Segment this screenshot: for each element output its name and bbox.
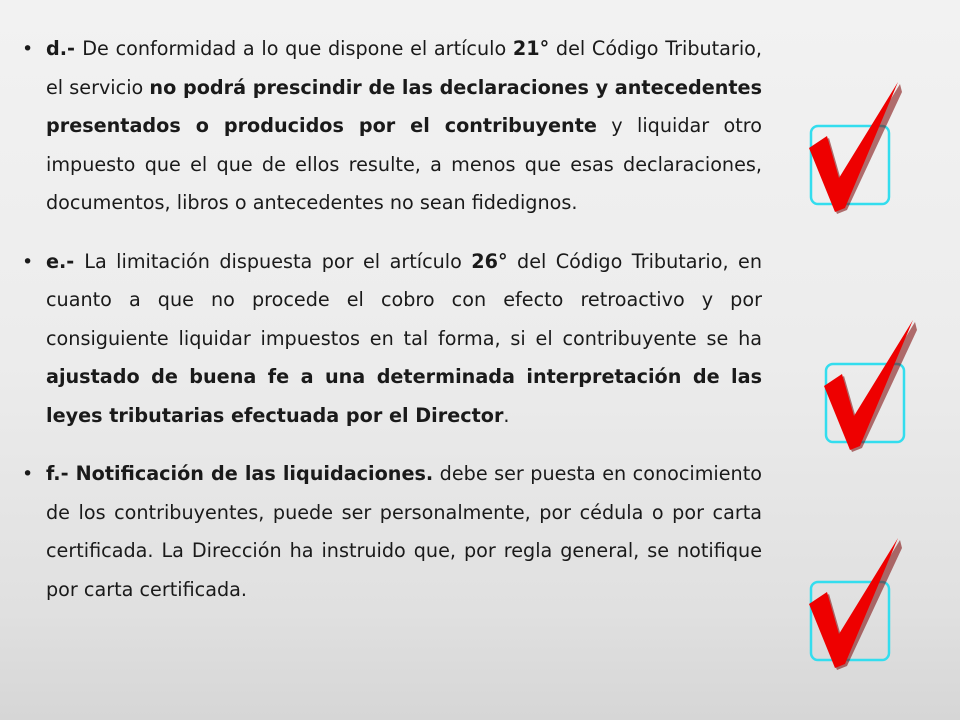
checkmark-box-1 (805, 82, 905, 222)
segment: 26° (471, 249, 508, 273)
checkmark-box-2 (820, 320, 920, 460)
segment: ajustado de buena fe a una determinada interpretación de las leyes tributarias efectuada por el Director (46, 365, 762, 427)
checkmark-icon (805, 82, 905, 222)
segment: no podrá prescindir de las declaraciones y antecedentes presentados o producidos por el contribuyente (46, 75, 762, 137)
checkmark-icon (805, 538, 905, 678)
bullet-dot: • (22, 250, 34, 273)
checkmark-box-3 (805, 538, 905, 678)
segment: La limitación dispuesta por el artículo (84, 249, 472, 273)
checkmark-icon (820, 320, 920, 460)
segment: d.- (46, 37, 83, 60)
bullet-item-e (22, 243, 762, 436)
bullet-list (22, 30, 762, 609)
bullet-item-d (22, 30, 762, 223)
segment: del Código Tributario, el servicio (46, 37, 762, 99)
segment: e.- (46, 249, 85, 273)
segment: De conformidad a lo que dispone el artículo (82, 37, 513, 60)
segment: . (503, 403, 510, 427)
segment: 21° (512, 37, 550, 60)
bullet-item-f (22, 455, 762, 609)
bullet-dot: • (22, 38, 34, 60)
bullet-dot: • (22, 463, 34, 485)
segment: f.- Notificación de las liquidaciones. (46, 462, 434, 485)
segment: del Código Tributario, en cuanto a que no procede el cobro con efecto retroactivo y por consiguiente liquidar impuestos en tal forma, si el contribuyente se ha (46, 249, 762, 350)
segment: y liquidar otro impuesto que el que de ellos resulte, a menos que esas declaraciones, documentos, libros o antecedentes no sean fidedignos. (46, 114, 762, 214)
segment: debe ser puesta en conocimiento de los contribuyentes, puede ser personalmente, por cédula o por carta certificada. La Dirección ha instruido que, por regla general, se notifique por carta certificada. (46, 462, 762, 601)
